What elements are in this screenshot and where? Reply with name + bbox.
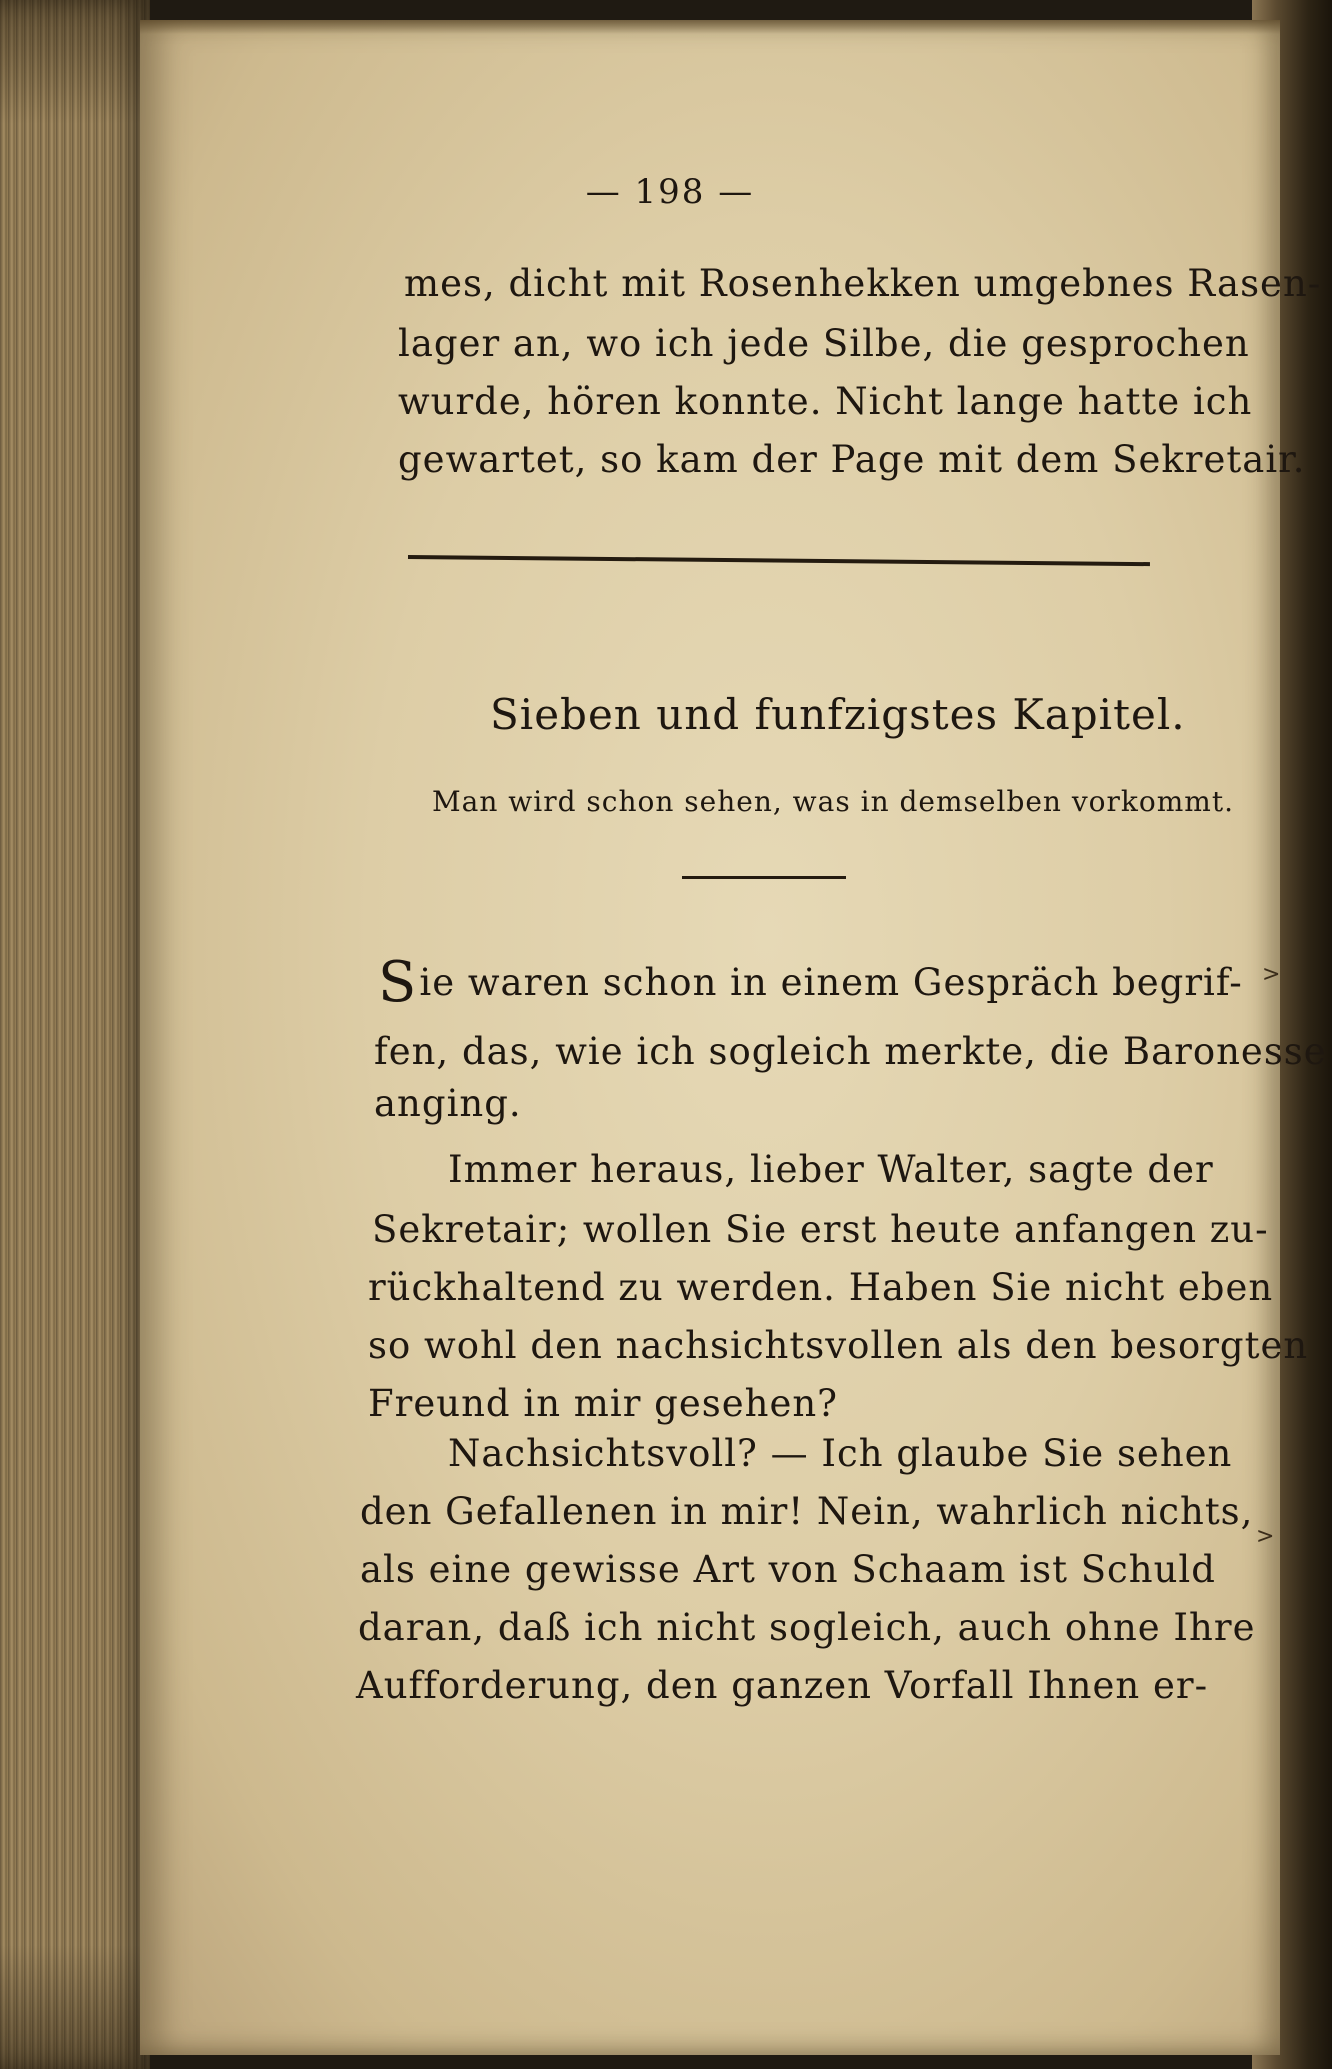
chapter-subtitle: Man wird schon sehen, was in demselben vorkommt. (432, 785, 1235, 818)
paragraph-1-line: fen, das, wie ich sogleich merkte, die Baronesse (374, 1030, 1327, 1073)
margin-mark: > (1262, 962, 1281, 987)
margin-mark: > (1256, 1524, 1275, 1549)
paragraph-2-line: Sekretair; wollen Sie erst heute anfangen zu- (372, 1208, 1269, 1251)
paragraph-1-line (378, 950, 1243, 1015)
page-number: — 198 — (585, 172, 755, 212)
paragraph-3-line: als eine gewisse Art von Schaam ist Schuld (360, 1548, 1216, 1591)
top-paragraph-line: gewartet, so kam der Page mit dem Sekretair. (398, 438, 1306, 481)
top-paragraph-line: wurde, hören konnte. Nicht lange hatte ich (398, 380, 1253, 423)
book-page-edges (0, 0, 150, 2069)
paragraph-3-line: daran, daß ich nicht sogleich, auch ohne Ihre (358, 1606, 1256, 1649)
paragraph-1-first-line: ie waren schon in einem Gespräch begrif- (419, 961, 1243, 1004)
paragraph-2-line: Freund in mir gesehen? (368, 1382, 839, 1425)
paragraph-2-line: Immer heraus, lieber Walter, sagte der (448, 1148, 1214, 1191)
paragraph-2-line: so wohl den nachsichtsvollen als den besorgten (368, 1324, 1309, 1367)
chapter-divider (682, 876, 846, 879)
paragraph-3-line: Aufforderung, den ganzen Vorfall Ihnen er- (356, 1664, 1209, 1707)
top-paragraph-line: lager an, wo ich jede Silbe, die gesprochen (398, 322, 1250, 365)
paragraph-3-line: den Gefallenen in mir! Nein, wahrlich nichts, (360, 1490, 1254, 1533)
drop-cap: S (378, 950, 418, 1015)
chapter-title: Sieben und funfzigstes Kapitel. (490, 690, 1186, 739)
top-paragraph-line: mes, dicht mit Rosenhekken umgebnes Rasen- (404, 262, 1322, 305)
paragraph-2-line: rückhaltend zu werden. Haben Sie nicht eben (368, 1266, 1274, 1309)
paragraph-3-line: Nachsichtsvoll? — Ich glaube Sie sehen (448, 1432, 1233, 1475)
paragraph-1-line: anging. (374, 1082, 522, 1125)
